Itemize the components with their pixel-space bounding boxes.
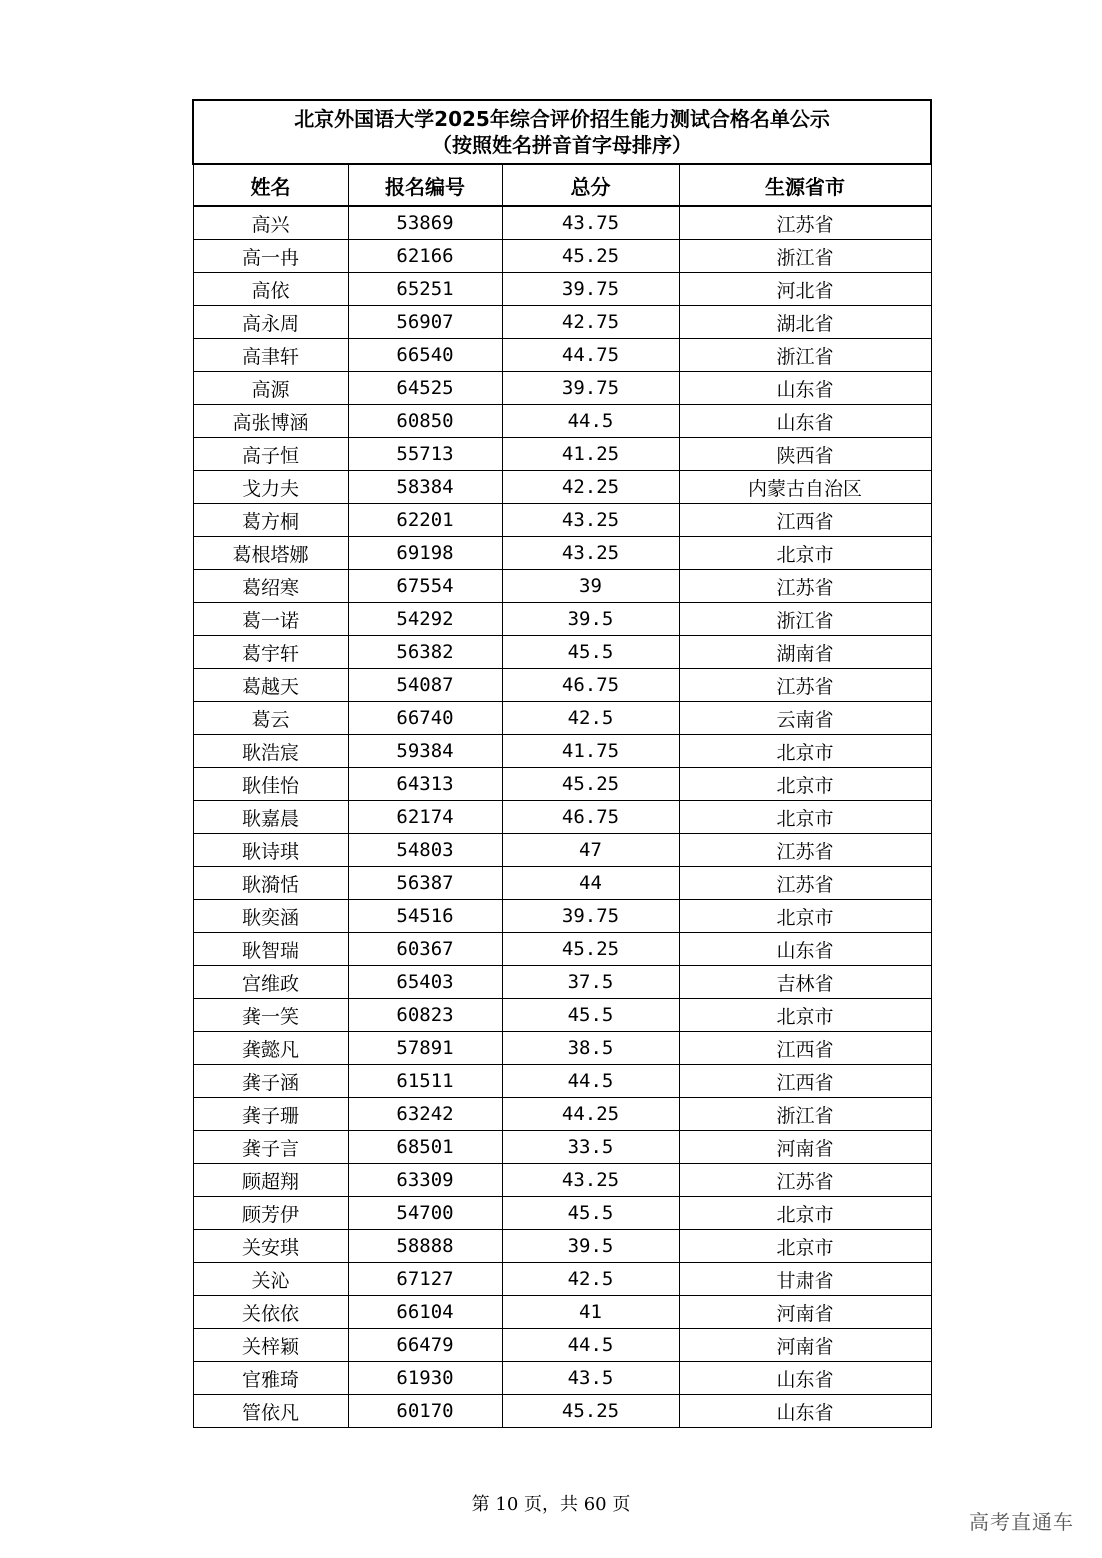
- cell-province: 北京市: [679, 999, 931, 1032]
- cell-registration-number: 54292: [348, 603, 502, 636]
- page-number: 第 10 页，共 60 页: [471, 1494, 631, 1515]
- cell-name: 葛宇轩: [193, 636, 348, 669]
- cell-registration-number: 66740: [348, 702, 502, 735]
- table-row: [193, 273, 931, 306]
- cell-province: 北京市: [679, 735, 931, 768]
- cell-total-score: 43.5: [502, 1362, 679, 1395]
- table-row: [193, 768, 931, 801]
- cell-name: 关依依: [193, 1296, 348, 1329]
- cell-registration-number: 64313: [348, 768, 502, 801]
- table-row: [193, 1131, 931, 1164]
- table-row: [193, 900, 931, 933]
- cell-name: 关梓颖: [193, 1329, 348, 1362]
- cell-total-score: 39.75: [502, 900, 679, 933]
- cell-registration-number: 53869: [348, 206, 502, 240]
- table-row: [193, 966, 931, 999]
- table-row: [193, 504, 931, 537]
- table-row: [193, 636, 931, 669]
- cell-registration-number: 54700: [348, 1197, 502, 1230]
- table-row: [193, 1065, 931, 1098]
- cell-name: 高聿轩: [193, 339, 348, 372]
- cell-registration-number: 63309: [348, 1164, 502, 1197]
- cell-name: 耿佳怡: [193, 768, 348, 801]
- cell-total-score: 47: [502, 834, 679, 867]
- cell-province: 湖北省: [679, 306, 931, 339]
- cell-registration-number: 58888: [348, 1230, 502, 1263]
- cell-name: 龚一笑: [193, 999, 348, 1032]
- cell-name: 关安琪: [193, 1230, 348, 1263]
- table-row: [193, 405, 931, 438]
- cell-name: 宫维政: [193, 966, 348, 999]
- cell-registration-number: 54516: [348, 900, 502, 933]
- cell-total-score: 46.75: [502, 801, 679, 834]
- cell-province: 山东省: [679, 405, 931, 438]
- cell-name: 官雅琦: [193, 1362, 348, 1395]
- cell-province: 河北省: [679, 273, 931, 306]
- cell-name: 葛根塔娜: [193, 537, 348, 570]
- cell-name: 戈力夫: [193, 471, 348, 504]
- cell-total-score: 44.5: [502, 1329, 679, 1362]
- cell-province: 浙江省: [679, 1098, 931, 1131]
- cell-registration-number: 66540: [348, 339, 502, 372]
- column-header-total-score: 总分: [502, 164, 679, 206]
- cell-total-score: 45.25: [502, 933, 679, 966]
- cell-province: 江苏省: [679, 669, 931, 702]
- cell-province: 云南省: [679, 702, 931, 735]
- table-row: [193, 1329, 931, 1362]
- cell-total-score: 44: [502, 867, 679, 900]
- cell-province: 江苏省: [679, 867, 931, 900]
- cell-registration-number: 56387: [348, 867, 502, 900]
- cell-name: 高子恒: [193, 438, 348, 471]
- cell-name: 高兴: [193, 206, 348, 240]
- table-row: [193, 1296, 931, 1329]
- cell-registration-number: 63242: [348, 1098, 502, 1131]
- cell-registration-number: 57891: [348, 1032, 502, 1065]
- table-row: [193, 206, 931, 240]
- watermark-logo-text: 高考直通车: [969, 1510, 1074, 1534]
- admission-list-table: [192, 99, 932, 1428]
- cell-registration-number: 62166: [348, 240, 502, 273]
- cell-name: 葛绍寒: [193, 570, 348, 603]
- cell-total-score: 39.5: [502, 603, 679, 636]
- cell-province: 北京市: [679, 768, 931, 801]
- cell-registration-number: 62201: [348, 504, 502, 537]
- cell-name: 耿智瑞: [193, 933, 348, 966]
- cell-province: 河南省: [679, 1296, 931, 1329]
- cell-registration-number: 67127: [348, 1263, 502, 1296]
- table-row: [193, 1263, 931, 1296]
- cell-registration-number: 54087: [348, 669, 502, 702]
- cell-total-score: 43.25: [502, 504, 679, 537]
- table-row: [193, 306, 931, 339]
- cell-province: 湖南省: [679, 636, 931, 669]
- cell-total-score: 33.5: [502, 1131, 679, 1164]
- cell-province: 河南省: [679, 1131, 931, 1164]
- table-row: [193, 1197, 931, 1230]
- cell-total-score: 42.75: [502, 306, 679, 339]
- table-body: [193, 206, 931, 1428]
- cell-registration-number: 68501: [348, 1131, 502, 1164]
- table-row: [193, 603, 931, 636]
- table-row: [193, 1362, 931, 1395]
- cell-province: 江苏省: [679, 1164, 931, 1197]
- cell-total-score: 45.5: [502, 1197, 679, 1230]
- cell-total-score: 46.75: [502, 669, 679, 702]
- cell-province: 浙江省: [679, 339, 931, 372]
- cell-province: 陕西省: [679, 438, 931, 471]
- cell-province: 江苏省: [679, 834, 931, 867]
- cell-province: 甘肃省: [679, 1263, 931, 1296]
- table-row: [193, 867, 931, 900]
- table-row: [193, 372, 931, 405]
- table-row: [193, 438, 931, 471]
- cell-province: 江苏省: [679, 206, 931, 240]
- title-line-1: 北京外国语大学2025年综合评价招生能力测试合格名单公示: [294, 107, 830, 131]
- cell-province: 内蒙古自治区: [679, 471, 931, 504]
- cell-name: 关沁: [193, 1263, 348, 1296]
- cell-total-score: 41: [502, 1296, 679, 1329]
- table-row: [193, 1032, 931, 1065]
- cell-province: 江西省: [679, 504, 931, 537]
- cell-registration-number: 65403: [348, 966, 502, 999]
- cell-name: 葛方桐: [193, 504, 348, 537]
- cell-total-score: 44.75: [502, 339, 679, 372]
- cell-name: 龚懿凡: [193, 1032, 348, 1065]
- column-header-registration-number: 报名编号: [348, 164, 502, 206]
- table-row: [193, 669, 931, 702]
- cell-name: 高依: [193, 273, 348, 306]
- cell-registration-number: 54803: [348, 834, 502, 867]
- cell-registration-number: 55713: [348, 438, 502, 471]
- cell-name: 耿奕涵: [193, 900, 348, 933]
- cell-name: 高永周: [193, 306, 348, 339]
- cell-registration-number: 61930: [348, 1362, 502, 1395]
- table-row: [193, 1164, 931, 1197]
- cell-name: 龚子言: [193, 1131, 348, 1164]
- cell-name: 耿漪恬: [193, 867, 348, 900]
- cell-name: 葛一诺: [193, 603, 348, 636]
- cell-name: 龚子涵: [193, 1065, 348, 1098]
- table-row: [193, 240, 931, 273]
- cell-registration-number: 65251: [348, 273, 502, 306]
- cell-registration-number: 60367: [348, 933, 502, 966]
- cell-province: 北京市: [679, 1230, 931, 1263]
- column-header-name: 姓名: [193, 164, 348, 206]
- cell-province: 北京市: [679, 900, 931, 933]
- cell-registration-number: 67554: [348, 570, 502, 603]
- column-header-province: 生源省市: [679, 164, 931, 206]
- cell-province: 河南省: [679, 1329, 931, 1362]
- cell-name: 耿浩宸: [193, 735, 348, 768]
- cell-registration-number: 60170: [348, 1395, 502, 1428]
- table-row: [193, 339, 931, 372]
- table-row: [193, 1230, 931, 1263]
- cell-registration-number: 69198: [348, 537, 502, 570]
- cell-total-score: 39.5: [502, 1230, 679, 1263]
- cell-province: 北京市: [679, 537, 931, 570]
- cell-province: 山东省: [679, 1395, 931, 1428]
- table-row: [193, 471, 931, 504]
- table-row: [193, 1098, 931, 1131]
- cell-province: 江西省: [679, 1065, 931, 1098]
- cell-name: 高张博涵: [193, 405, 348, 438]
- cell-name: 耿诗琪: [193, 834, 348, 867]
- table-row: [193, 933, 931, 966]
- cell-province: 浙江省: [679, 240, 931, 273]
- cell-name: 高一冉: [193, 240, 348, 273]
- table-row: [193, 834, 931, 867]
- cell-total-score: 44.25: [502, 1098, 679, 1131]
- cell-total-score: 45.25: [502, 1395, 679, 1428]
- cell-province: 山东省: [679, 933, 931, 966]
- cell-registration-number: 56907: [348, 306, 502, 339]
- cell-total-score: 41.75: [502, 735, 679, 768]
- cell-registration-number: 62174: [348, 801, 502, 834]
- table-row: [193, 537, 931, 570]
- header-row: [193, 164, 931, 206]
- cell-registration-number: 66479: [348, 1329, 502, 1362]
- cell-name: 耿嘉晨: [193, 801, 348, 834]
- cell-total-score: 38.5: [502, 1032, 679, 1065]
- cell-province: 浙江省: [679, 603, 931, 636]
- cell-province: 山东省: [679, 372, 931, 405]
- cell-province: 江西省: [679, 1032, 931, 1065]
- table-title: [193, 100, 931, 164]
- cell-total-score: 44.5: [502, 405, 679, 438]
- table-row: [193, 702, 931, 735]
- cell-name: 龚子珊: [193, 1098, 348, 1131]
- title-row: [193, 100, 931, 164]
- cell-total-score: 39.75: [502, 273, 679, 306]
- cell-total-score: 42.5: [502, 702, 679, 735]
- cell-total-score: 45.5: [502, 999, 679, 1032]
- cell-total-score: 45.5: [502, 636, 679, 669]
- cell-registration-number: 56382: [348, 636, 502, 669]
- title-line-2: （按照姓名拼音首字母排序）: [432, 133, 693, 157]
- cell-total-score: 44.5: [502, 1065, 679, 1098]
- cell-province: 吉林省: [679, 966, 931, 999]
- table-row: [193, 570, 931, 603]
- cell-total-score: 43.25: [502, 1164, 679, 1197]
- cell-total-score: 45.25: [502, 240, 679, 273]
- cell-province: 山东省: [679, 1362, 931, 1395]
- cell-name: 高源: [193, 372, 348, 405]
- cell-registration-number: 60823: [348, 999, 502, 1032]
- cell-name: 顾芳伊: [193, 1197, 348, 1230]
- table-row: [193, 735, 931, 768]
- cell-total-score: 42.5: [502, 1263, 679, 1296]
- cell-registration-number: 59384: [348, 735, 502, 768]
- cell-total-score: 41.25: [502, 438, 679, 471]
- cell-total-score: 45.25: [502, 768, 679, 801]
- cell-province: 江苏省: [679, 570, 931, 603]
- table-row: [193, 999, 931, 1032]
- cell-total-score: 43.25: [502, 537, 679, 570]
- table-row: [193, 801, 931, 834]
- cell-total-score: 42.25: [502, 471, 679, 504]
- cell-registration-number: 61511: [348, 1065, 502, 1098]
- cell-total-score: 43.75: [502, 206, 679, 240]
- cell-name: 顾超翔: [193, 1164, 348, 1197]
- cell-registration-number: 60850: [348, 405, 502, 438]
- cell-total-score: 39: [502, 570, 679, 603]
- cell-province: 北京市: [679, 1197, 931, 1230]
- cell-total-score: 39.75: [502, 372, 679, 405]
- cell-name: 葛越天: [193, 669, 348, 702]
- cell-province: 北京市: [679, 801, 931, 834]
- table-row: [193, 1395, 931, 1428]
- cell-registration-number: 64525: [348, 372, 502, 405]
- cell-total-score: 37.5: [502, 966, 679, 999]
- cell-registration-number: 58384: [348, 471, 502, 504]
- cell-registration-number: 66104: [348, 1296, 502, 1329]
- cell-name: 管依凡: [193, 1395, 348, 1428]
- cell-name: 葛云: [193, 702, 348, 735]
